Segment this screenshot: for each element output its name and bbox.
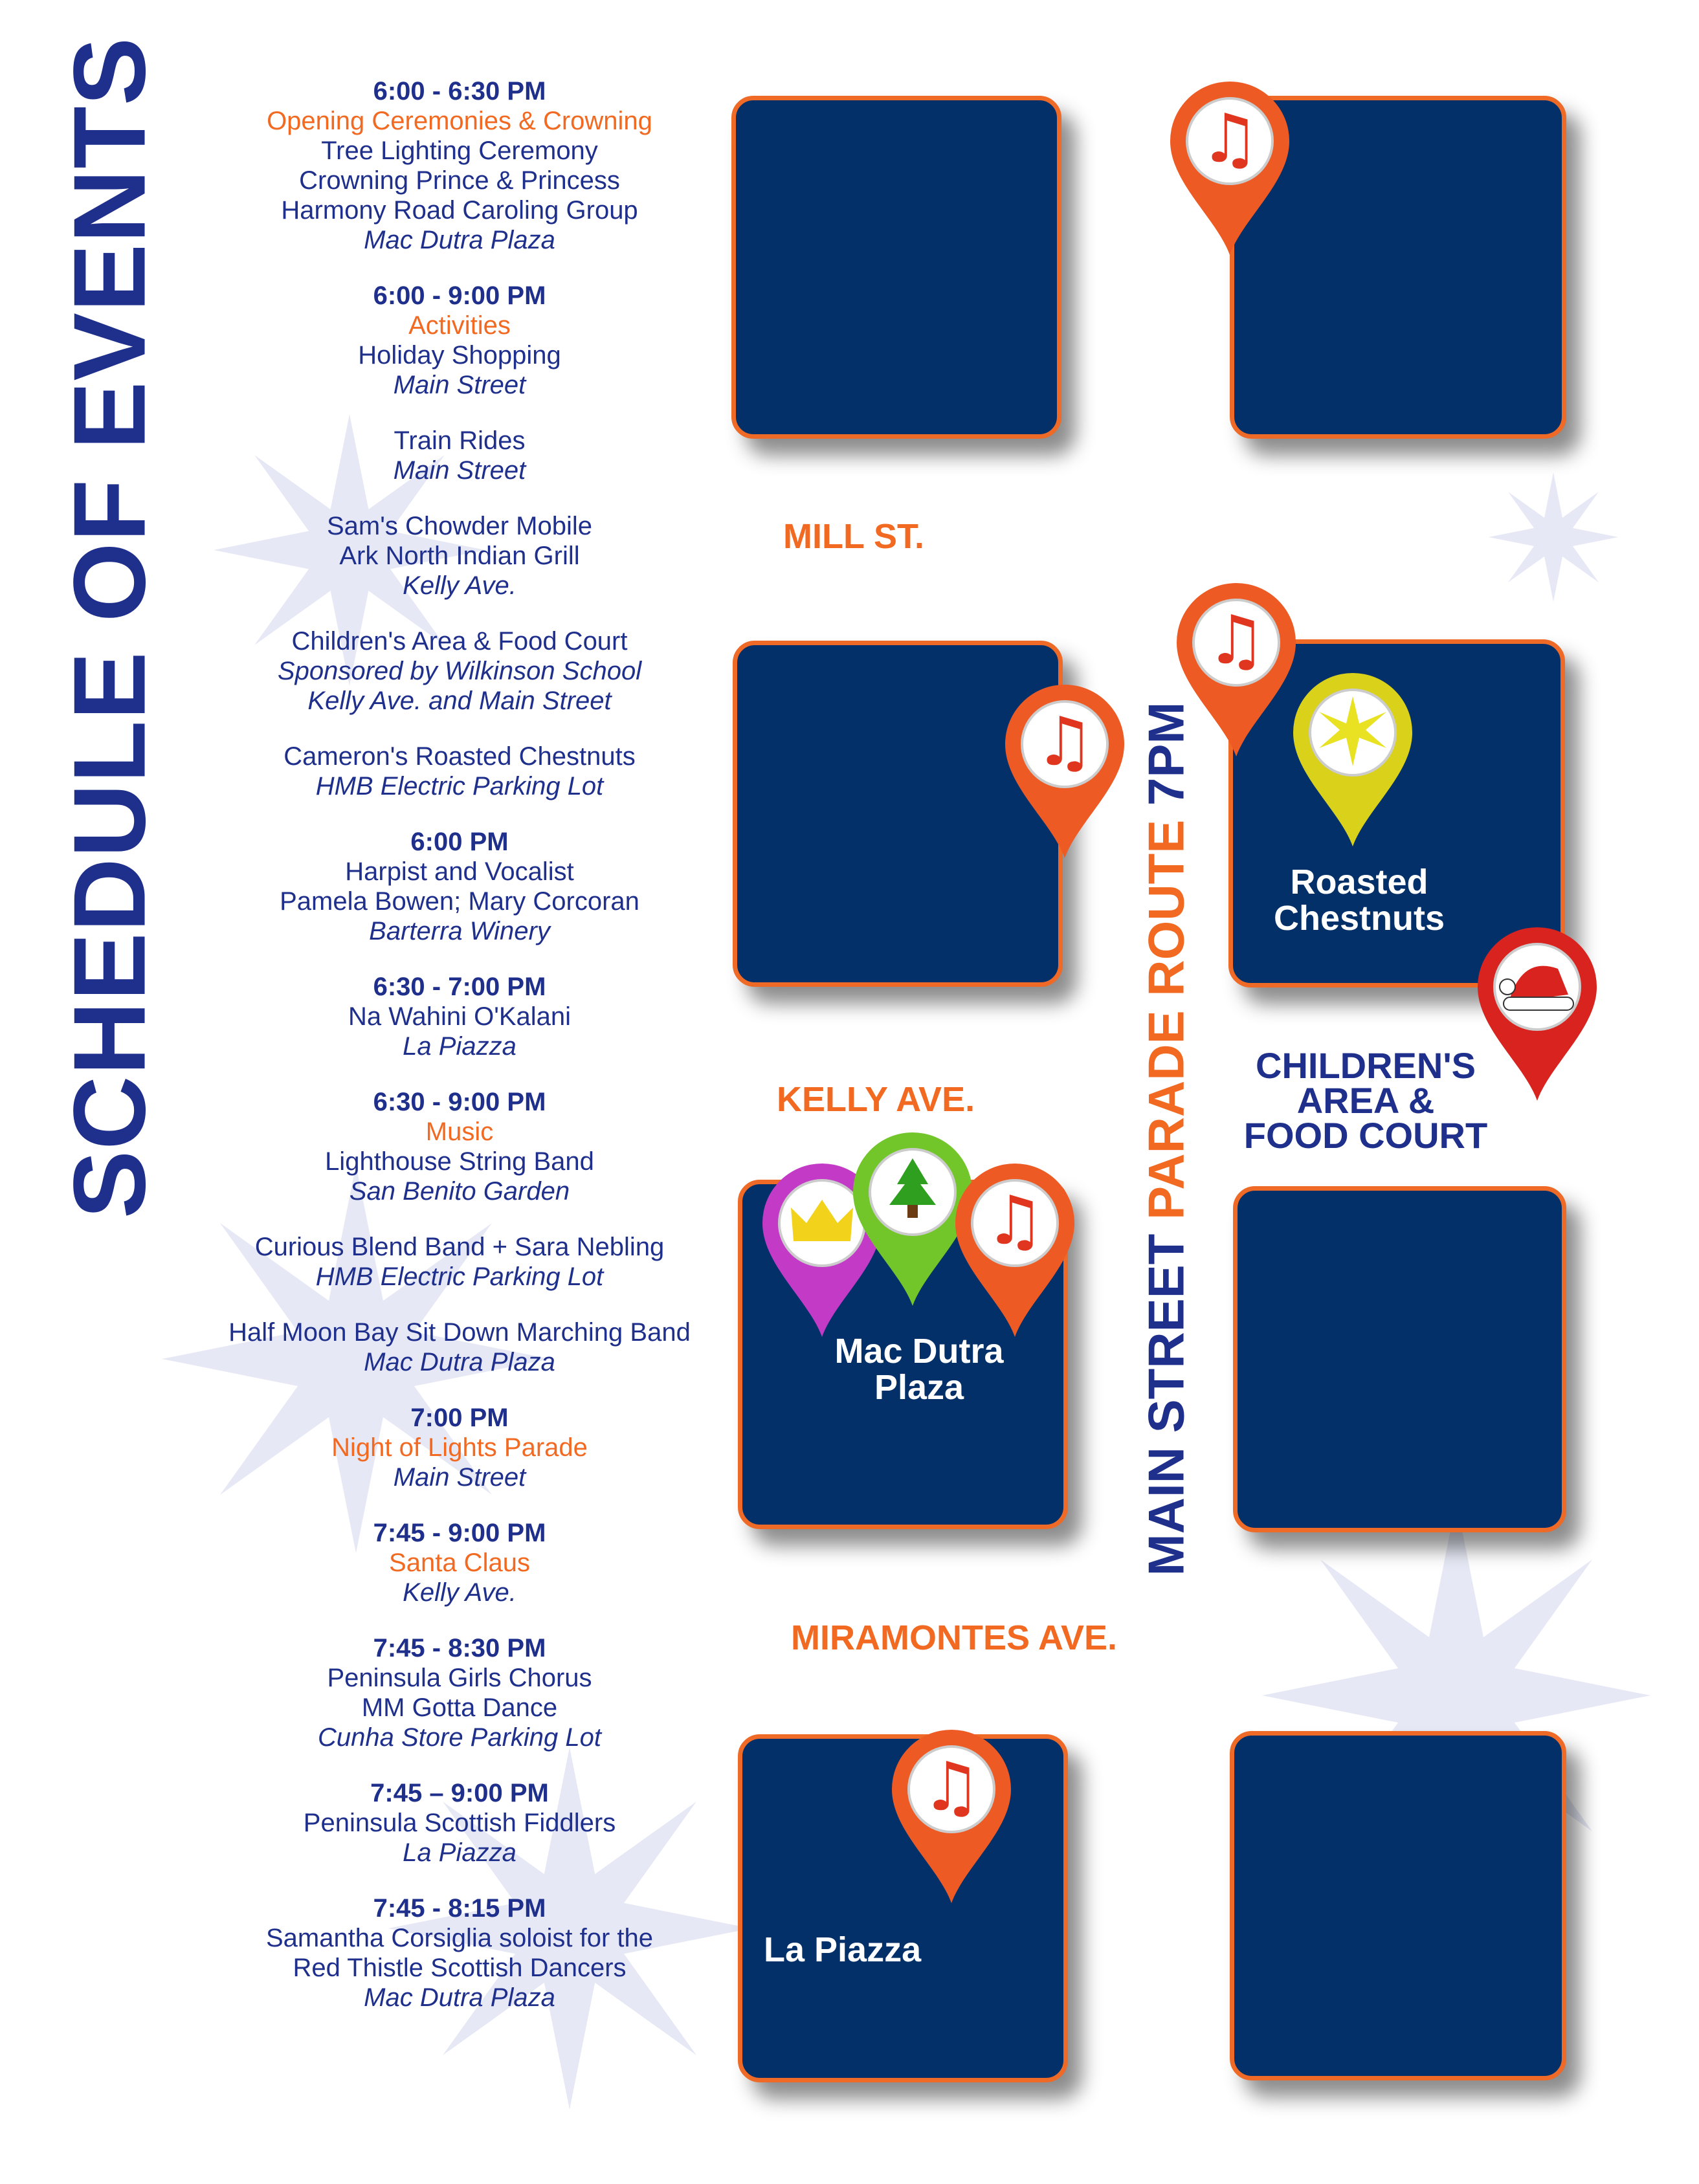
event-heading: Santa Claus (389, 1549, 530, 1577)
street-label-kelly: KELLY AVE. (777, 1080, 975, 1119)
event-line: MM Gotta Dance (361, 1693, 558, 1722)
schedule-event (194, 1087, 725, 1206)
street-label-miramontes: MIRAMONTES AVE. (791, 1618, 1118, 1657)
schedule-event (194, 1893, 725, 2013)
map-block (1230, 1731, 1566, 2080)
event-line: Harpist and Vocalist (345, 857, 574, 886)
map-pin-music-note-icon[interactable] (1165, 76, 1294, 258)
event-location: San Benito Garden (349, 1177, 570, 1206)
event-location: Barterra Winery (369, 917, 550, 945)
event-line: Ark North Indian Grill (339, 542, 580, 570)
map-pin-music-note-icon[interactable] (950, 1158, 1080, 1340)
event-heading: Music (425, 1118, 494, 1146)
event-line: Samantha Corsiglia soloist for the (265, 1924, 654, 1952)
street-label-mill: MILL ST. (783, 517, 925, 556)
event-location: Kelly Ave. and Main Street (307, 687, 612, 715)
event-time: 7:45 – 9:00 PM (370, 1779, 549, 1807)
event-location: Main Street (393, 456, 526, 485)
svg-text:♫: ♫ (984, 1181, 1045, 1260)
schedule-event (194, 1318, 725, 1377)
schedule-event (194, 827, 725, 946)
mac-dutra-plaza-label: Mac Dutra Plaza (834, 1332, 1004, 1407)
event-location: HMB Electric Parking Lot (315, 772, 604, 800)
music-note-icon (984, 1181, 1045, 1260)
roasted-chestnuts-label: Roasted Chestnuts (1273, 863, 1445, 938)
schedule-event (194, 281, 725, 400)
schedule-list (194, 76, 725, 2038)
event-line: Curious Blend Band + Sara Nebling (254, 1233, 665, 1261)
event-time: 6:00 - 9:00 PM (373, 281, 546, 310)
event-line: Children's Area & Food Court (291, 627, 628, 656)
page-title: SCHEDULE OF EVENTS (52, 36, 167, 1219)
event-location: Cunha Store Parking Lot (317, 1723, 602, 1752)
schedule-event (194, 742, 725, 801)
map-block (731, 96, 1061, 439)
event-line: Cameron's Roasted Chestnuts (283, 742, 636, 771)
event-line: Half Moon Bay Sit Down Marching Band (228, 1318, 691, 1347)
event-heading: Night of Lights Parade (331, 1433, 588, 1462)
event-line: Sam's Chowder Mobile (326, 512, 593, 540)
event-location: Main Street (393, 371, 526, 399)
music-note-icon (1206, 601, 1266, 679)
schedule-event (194, 1403, 725, 1492)
parade-route-label: MAIN STREET PARADE ROUTE 7PM (1137, 701, 1195, 1576)
event-line: Pamela Bowen; Mary Corcoran (280, 887, 639, 916)
map-pin-santa-hat-icon[interactable] (1472, 922, 1602, 1103)
event-line: Harmony Road Caroling Group (281, 196, 638, 225)
event-time: 6:00 - 6:30 PM (373, 77, 546, 105)
event-heading: Opening Ceremonies & Crowning (267, 107, 652, 135)
event-location: HMB Electric Parking Lot (315, 1263, 604, 1291)
event-line: Holiday Shopping (358, 341, 561, 370)
map-pin-music-note-icon[interactable] (887, 1725, 1016, 1906)
schedule-event (194, 511, 725, 601)
event-time: 7:45 - 9:00 PM (373, 1519, 546, 1547)
event-time: 7:45 - 8:30 PM (373, 1634, 546, 1662)
event-time: 7:45 - 8:15 PM (373, 1894, 546, 1923)
event-time: 6:00 PM (410, 828, 509, 856)
event-line: Red Thistle Scottish Dancers (293, 1954, 627, 1982)
svg-text:♫: ♫ (921, 1747, 982, 1826)
schedule-event (194, 426, 725, 485)
event-line: Na Wahini O'Kalani (348, 1002, 572, 1031)
map-pin-star-icon[interactable] (1288, 668, 1417, 849)
event-line: Peninsula Scottish Fiddlers (303, 1809, 616, 1837)
event-location: Kelly Ave. (403, 1578, 516, 1607)
svg-text:♫: ♫ (1034, 702, 1095, 781)
childrens-area-label: CHILDREN'S AREA & FOOD COURT (1243, 1045, 1488, 1156)
event-location: La Piazza (403, 1838, 516, 1867)
map-block (1233, 1186, 1566, 1532)
event-time: 6:30 - 9:00 PM (373, 1088, 546, 1116)
schedule-event (194, 972, 725, 1061)
event-location: La Piazza (403, 1032, 516, 1061)
map-pin-music-note-icon[interactable] (1000, 679, 1129, 861)
schedule-event (194, 1778, 725, 1868)
background-star-icon (1489, 472, 1618, 602)
event-location: Sponsored by Wilkinson School (277, 657, 642, 685)
event-line: Crowning Prince & Princess (299, 166, 620, 195)
schedule-event (194, 1232, 725, 1292)
event-line: Tree Lighting Ceremony (321, 137, 598, 165)
schedule-event (194, 626, 725, 716)
event-heading: Activities (408, 311, 511, 340)
event-time: 6:30 - 7:00 PM (373, 973, 546, 1001)
event-time: 7:00 PM (410, 1404, 509, 1432)
event-location: Kelly Ave. (403, 571, 516, 600)
event-location: Mac Dutra Plaza (364, 226, 555, 254)
svg-text:♫: ♫ (1206, 601, 1267, 679)
schedule-event (194, 76, 725, 255)
schedule-event (194, 1518, 725, 1607)
music-note-icon (1034, 702, 1094, 781)
event-location: Mac Dutra Plaza (364, 1983, 555, 2012)
schedule-event (194, 1633, 725, 1752)
event-line: Train Rides (394, 426, 526, 455)
map-pin-music-note-icon[interactable] (1172, 578, 1301, 759)
svg-text:♫: ♫ (1199, 99, 1260, 178)
music-note-icon (921, 1747, 981, 1826)
event-location: Mac Dutra Plaza (364, 1348, 555, 1376)
music-note-icon (1199, 99, 1260, 178)
la-piazza-label: La Piazza (764, 1930, 922, 1969)
event-line: Peninsula Girls Chorus (327, 1664, 592, 1692)
event-location: Main Street (393, 1463, 526, 1492)
event-line: Lighthouse String Band (325, 1147, 594, 1176)
